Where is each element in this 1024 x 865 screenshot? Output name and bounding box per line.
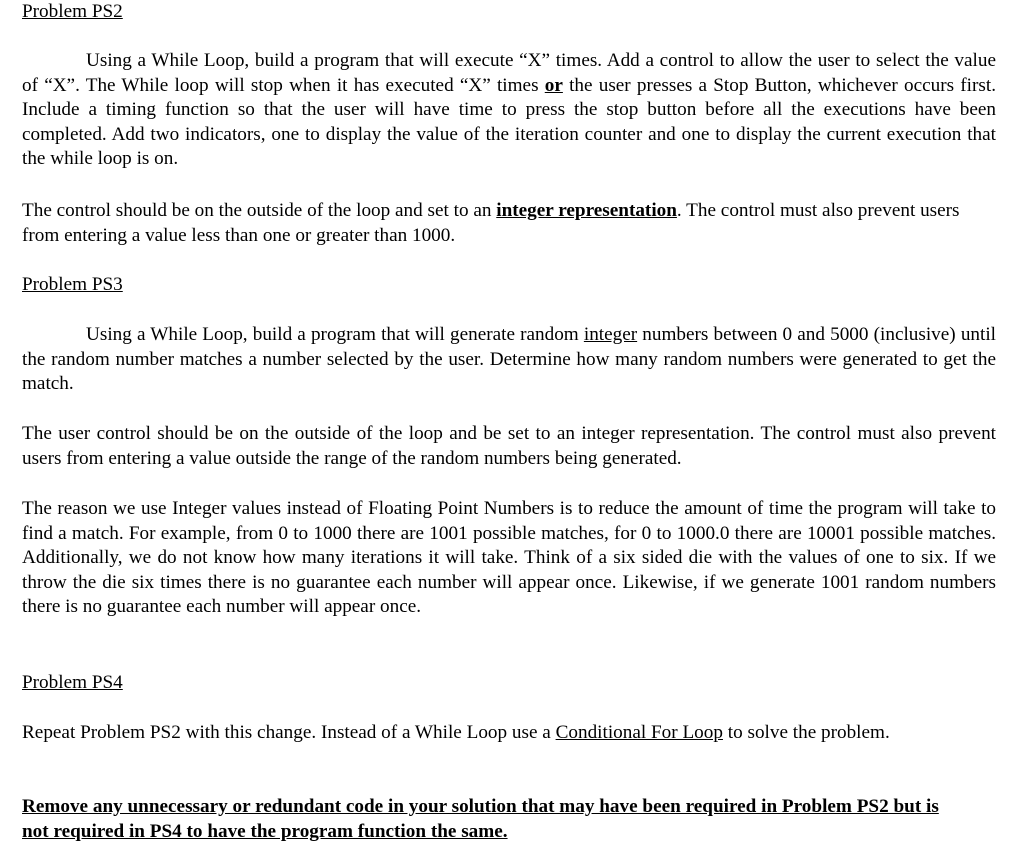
- ps2-p1-or-emphasis: or: [544, 74, 563, 96]
- ps4-p1-text-a: Repeat Problem PS2 with this change. Instead of a While Loop use a: [22, 722, 556, 743]
- ps3-heading: Problem PS3: [22, 274, 123, 295]
- ps3-paragraph-1: [22, 323, 996, 397]
- ps3-paragraph-3: The reason we use Integer values instead of Floating Point Numbers is to reduce the amount of time the program will take to find a match. For example, from 0 to 1000 there are 1001 possible matches, for 0 to 1000.0 there are 10001 possible matches. Additionally, we do not know how many iterations it will take. Think of a six sided die with the values of one to six. If we throw the die six times there is no guarantee each number will appear once. Likewise, if we generate 1001 random numbers there is no guarantee each number will appear once.: [22, 498, 996, 618]
- ps4-note: Remove any unnecessary or redundant code in your solution that may have been required in Problem PS2 but is not required in PS4 to have the program function the same.: [22, 796, 939, 842]
- ps2-p1-text-a: Using a While Loop, build a program that will execute “X” times. Add a control to allow the user to select the value of “X”. The While loop will stop when it has executed “X” times: [22, 50, 996, 96]
- ps2-paragraph-1: [22, 49, 996, 172]
- ps3-p1-text-b: numbers between 0 and 5000 (inclusive) until the random number matches a number selected by the user. Determine how many random numbers were generated to get the match.: [22, 324, 996, 395]
- ps4-paragraph-1: [22, 721, 927, 746]
- ps2-p2-emphasis: integer representation: [496, 200, 677, 221]
- ps2-heading: Problem PS2: [22, 1, 123, 22]
- ps2-paragraph-2: [22, 199, 996, 248]
- ps4-heading: Problem PS4: [22, 672, 123, 693]
- ps2-p2-text-b: . The control must also prevent users from entering a value less than one or greater than 1000.: [22, 200, 960, 246]
- ps3-p1-text-a: Using a While Loop, build a program that will generate random: [86, 324, 584, 345]
- ps3-p1-emphasis: integer: [583, 324, 638, 345]
- ps4-p1-text-b: to solve the problem.: [722, 722, 890, 743]
- ps3-paragraph-2: The user control should be on the outside of the loop and be set to an integer representation. The control must also prevent users from entering a value outside the range of the random numbers being generated.: [22, 423, 996, 469]
- ps2-p2-text-a: The control should be on the outside of the loop and set to an: [22, 200, 497, 221]
- ps4-p1-emphasis: Conditional For Loop: [555, 722, 723, 743]
- ps2-p1-text-b: the user presses a Stop Button, whichever occurs first. Include a timing function so that the user will have time to press the stop button before all the executions have been completed. Add two indicators, one to display the value of the iteration counter and one to display the current execution that the while loop is on.: [22, 74, 996, 170]
